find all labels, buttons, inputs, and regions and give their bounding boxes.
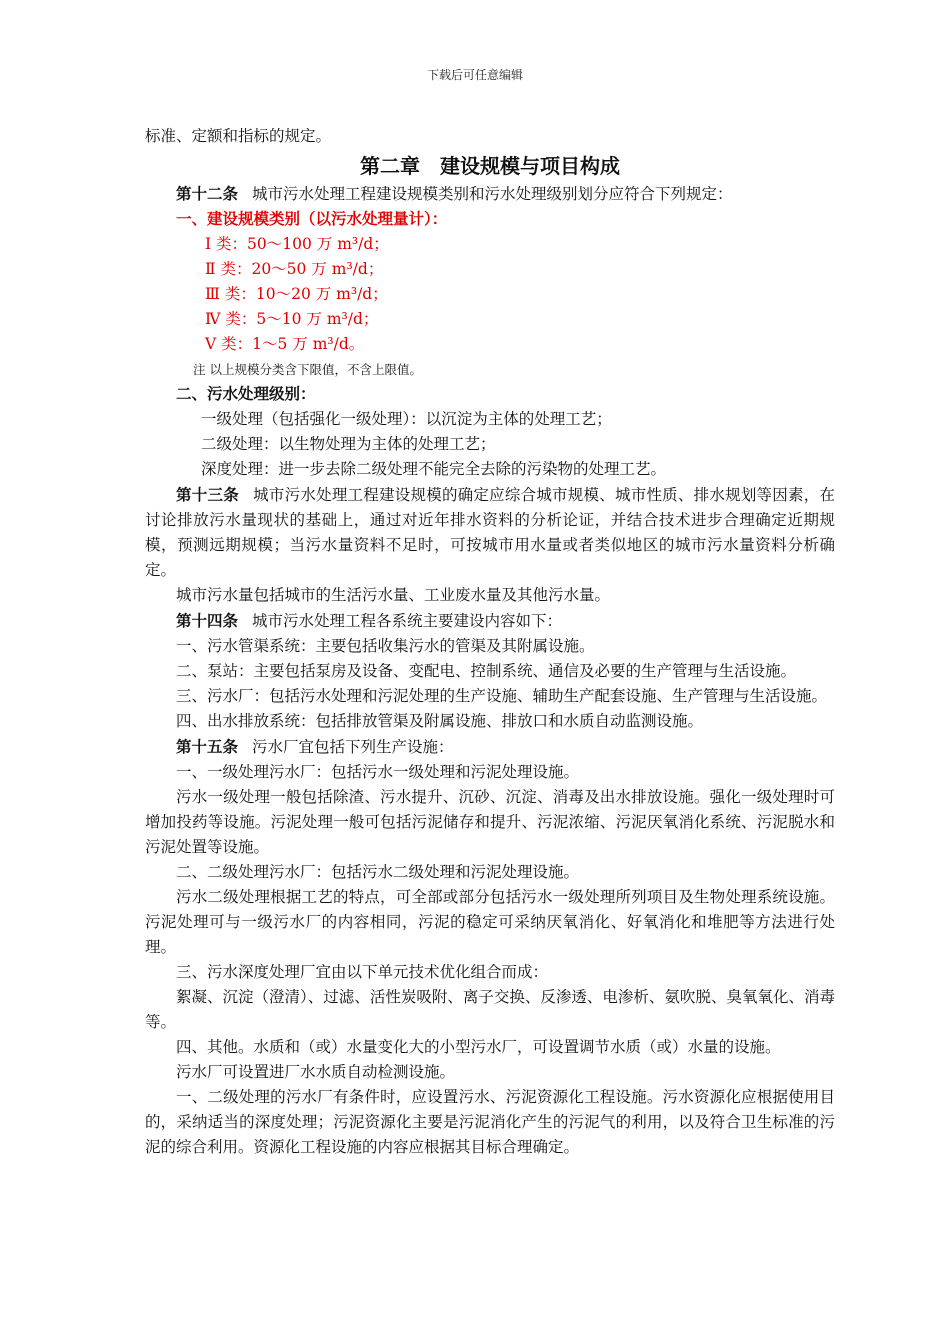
treatment-level: 深度处理：进一步去除二级处理不能完全去除的污染物的处理工艺。 xyxy=(201,460,667,478)
list-item: 四、出水排放系统：包括排放管渠及附属设施、排放口和水质自动监测设施。 xyxy=(176,712,704,730)
document-body xyxy=(145,124,835,1160)
treatment-level: 一级处理（包括强化一级处理）：以沉淀为主体的处理工艺； xyxy=(201,410,612,428)
paragraph: 污水二级处理根据工艺的特点，可全部或部分包括污水一级处理所列项目及生物处理系统设施。污泥处理可与一级污水厂的内容相同，污泥的稳定可采纳厌氧消化、好氧消化和堆肥等方法进行处理。 xyxy=(145,888,835,956)
paragraph: 污水一级处理一般包括除渣、污水提升、沉砂、沉淀、消毒及出水排放设施。强化一级处理时可增加投药等设施。污泥处理一般可包括污泥储存和提升、污泥浓缩、污泥厌氧消化系统、污泥脱水和污泥处置等设施。 xyxy=(145,788,835,856)
list-item: 一、污水管渠系统：主要包括收集污水的管渠及其附属设施。 xyxy=(176,637,595,655)
list-item: 二、泵站：主要包括泵房及设备、变配电、控制系统、通信及必要的生产管理与生活设施。 xyxy=(176,662,797,680)
article-label: 第十五条 xyxy=(176,737,239,756)
scale-class: Ⅰ 类：50～100 万 m³/d； xyxy=(205,235,389,253)
chapter-title xyxy=(145,149,835,181)
scale-heading: 一、建设规模类别（以污水处理量计）： xyxy=(176,210,448,228)
list-item: 三、污水厂：包括污水处理和污泥处理的生产设施、辅助生产配套设施、生产管理与生活设施。 xyxy=(176,687,828,705)
page-header: 下载后可任意编辑 xyxy=(426,68,523,82)
article-label: 第十四条 xyxy=(176,611,239,630)
chapter-name: 建设规模与项目构成 xyxy=(440,154,620,178)
article-text: 城市污水处理工程建设规模的确定应综合城市规模、城市性质、排水规划等因素，在讨论排放污水量现状的基础上，通过对近年排水资料的分析论证，并结合技术进步合理确定近期规模，预测远期规模；当污水量资料不足时，可按城市用水量或者类似地区的城市污水量资料分析确定。 xyxy=(145,486,835,579)
chapter-number: 第二章 xyxy=(360,154,420,178)
article-13 xyxy=(145,482,835,583)
scale-class: Ⅳ 类：5～10 万 m³/d； xyxy=(205,310,379,328)
paragraph: 污水厂可设置进厂水水质自动检测设施。 xyxy=(176,1063,456,1081)
article-text: 城市污水处理工程各系统主要建设内容如下： xyxy=(252,612,563,630)
scale-class: Ⅲ 类：10～20 万 m³/d； xyxy=(205,285,388,303)
article-12 xyxy=(145,181,835,207)
paragraph: 二、二级处理污水厂：包括污水二级处理和污泥处理设施。 xyxy=(176,863,580,881)
scale-class: Ⅴ 类：1～5 万 m³/d。 xyxy=(205,335,365,353)
article-14 xyxy=(145,608,835,634)
scale-class: Ⅱ 类：20～50 万 m³/d； xyxy=(205,260,384,278)
paragraph: 三、污水深度处理厂宜由以下单元技术优化组合而成： xyxy=(176,963,549,981)
intro-line: 标准、定额和指标的规定。 xyxy=(145,127,332,145)
paragraph: 一、一级处理污水厂：包括污水一级处理和污泥处理设施。 xyxy=(176,763,580,781)
treatment-level: 二级处理：以生物处理为主体的处理工艺； xyxy=(201,435,496,453)
paragraph: 一、二级处理的污水厂有条件时，应设置污水、污泥资源化工程设施。污水资源化应根据使用目的，采纳适当的深度处理；污泥资源化主要是污泥消化产生的污泥气的利用，以及符合卫生标准的污泥的综合利用。资源化工程设施的内容应根据其目标合理确定。 xyxy=(145,1088,835,1156)
article-text: 污水厂宜包括下列生产设施： xyxy=(252,738,454,756)
article-text: 城市污水处理工程建设规模类别和污水处理级别划分应符合下列规定： xyxy=(252,185,733,203)
paragraph: 城市污水量包括城市的生活污水量、工业废水量及其他污水量。 xyxy=(176,586,611,604)
level-heading: 二、污水处理级别： xyxy=(176,385,316,403)
scale-note: 注 以上规模分类含下限值，不含上限值。 xyxy=(193,362,422,377)
article-label: 第十三条 xyxy=(176,485,239,504)
paragraph: 四、其他。水质和（或）水量变化大的小型污水厂，可设置调节水质（或）水量的设施。 xyxy=(176,1038,781,1056)
article-15 xyxy=(145,734,835,760)
article-label: 第十二条 xyxy=(176,184,239,203)
paragraph: 絮凝、沉淀（澄清）、过滤、活性炭吸附、离子交换、反渗透、电渗析、氨吹脱、臭氧氧化、消毒等。 xyxy=(145,988,835,1031)
